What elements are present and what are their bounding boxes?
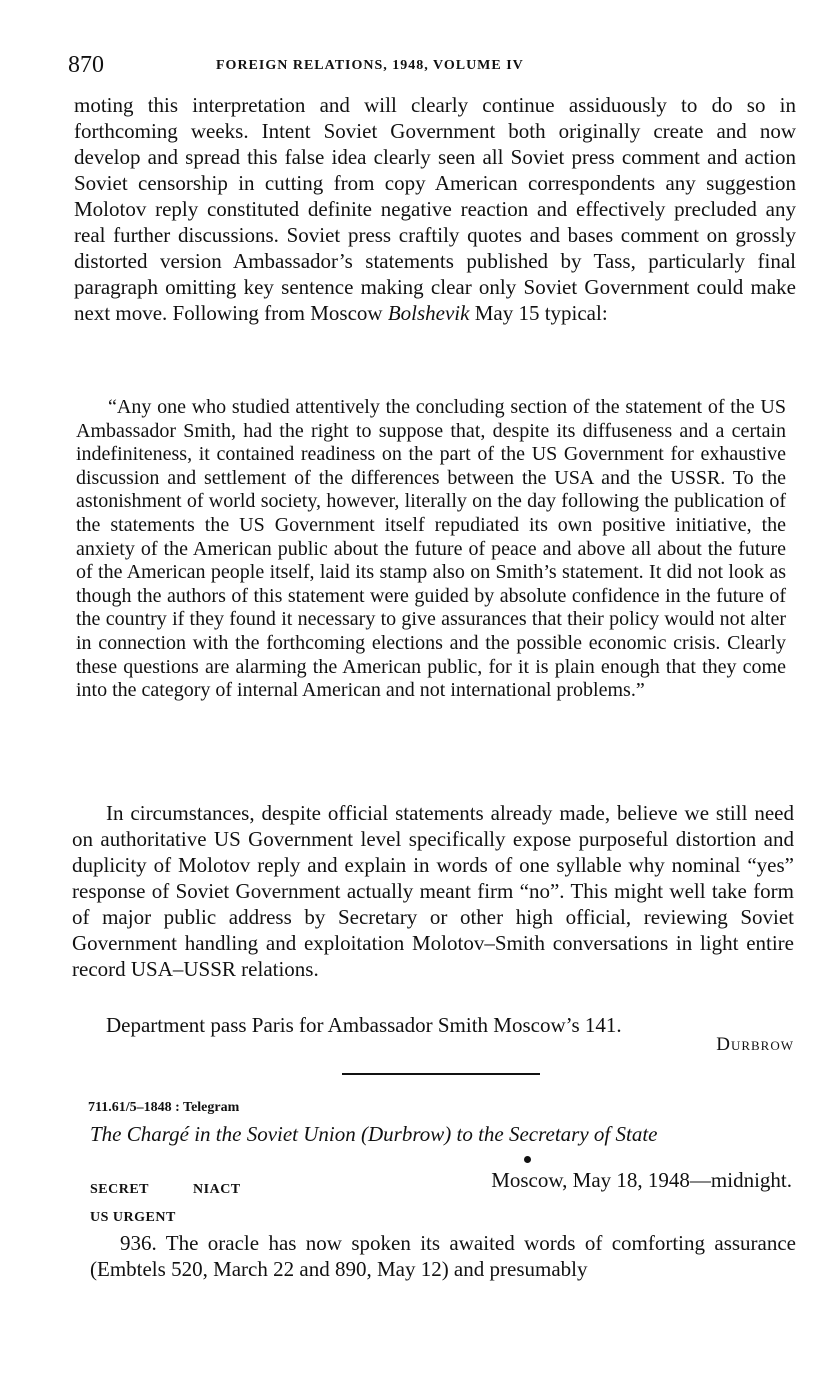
classification-label: SECRET (90, 1182, 150, 1197)
classification-marks (90, 1182, 241, 1198)
paragraph-instruction: Department pass Paris for Ambassador Smith Moscow’s 141. (106, 1013, 622, 1037)
ink-dot (524, 1156, 531, 1163)
urgency-label: US URGENT (90, 1210, 176, 1225)
page-number: 870 (68, 52, 104, 78)
paragraph-recommendation: In circumstances, despite official statements already made, believe we still need on authoritative US Government level specifically expose purposeful distortion and duplicity of Molotov reply and explain in words of one syllable why nominal “yes” response of Soviet Government actually meant firm “no”. This might well take form of major public address by Secretary or other high official, reviewing Soviet Government handling and exploitation Molotov–Smith conversations in light entire record USA–USSR relations. (72, 801, 794, 981)
niact-label: NIACT (193, 1182, 241, 1197)
paragraph-continuation-tail: May 15 typical: (474, 301, 608, 325)
page-header (68, 52, 788, 84)
paragraph-continuation-text: moting this interpretation and will clearly continue assiduously to do so in forthcoming weeks. Intent Soviet Government both originally create and now develop and spread this false idea clearly seen all Soviet press comment and action Soviet censorship in cutting from copy American correspondents any suggestion Molotov reply constituted definite negative reaction and effectively precluded any real further discussions. Soviet press craftily quotes and bases comment on grossly distorted version Ambassador’s statements published by Tass, particularly final paragraph omitting key sentence making clear only Soviet Government could make next move. Following from Moscow (74, 93, 796, 325)
paragraph-continuation (74, 92, 796, 326)
section-divider (342, 1073, 540, 1075)
signature: Durbrow (716, 1034, 794, 1055)
block-quote: “Any one who studied attentively the concluding section of the statement of the US Ambassador Smith, had the right to suppose that, despite its diffuseness and a certain indefiniteness, it contained readiness on the part of the US Government for exhaustive discussion and settlement of the differences between the USA and the USSR. To the astonishment of world society, however, literally on the day following the publication of the statements the US Government itself repudiated its own positive initiative, the anxiety of the American public about the future of peace and above all about the future of the American people itself, laid its stamp also on Smith’s statement. It did not look as though the authors of this statement were guided by absolute confidence in the future of the country if they found it necessary to give assurances that their policy would not alter in connection with the forthcoming elections and the possible economic crisis. Clearly these questions are alarming the American public, for it is plain enough that they come into the category of internal American and not international problems.” (76, 396, 786, 702)
newspaper-name: Bolshevik (387, 301, 470, 325)
running-head: FOREIGN RELATIONS, 1948, VOLUME IV (216, 58, 524, 73)
telegram-opening-paragraph: 936. The oracle has now spoken its awaited words of comforting assurance (Embtels 520, March 22 and 890, May 12) and presumably (90, 1231, 796, 1281)
dateline: Moscow, May 18, 1948—midnight. (491, 1168, 792, 1192)
document-title: The Chargé in the Soviet Union (Durbrow) to the Secretary of State (90, 1122, 658, 1146)
document-reference: 711.61/5–1848 : Telegram (88, 1100, 240, 1115)
